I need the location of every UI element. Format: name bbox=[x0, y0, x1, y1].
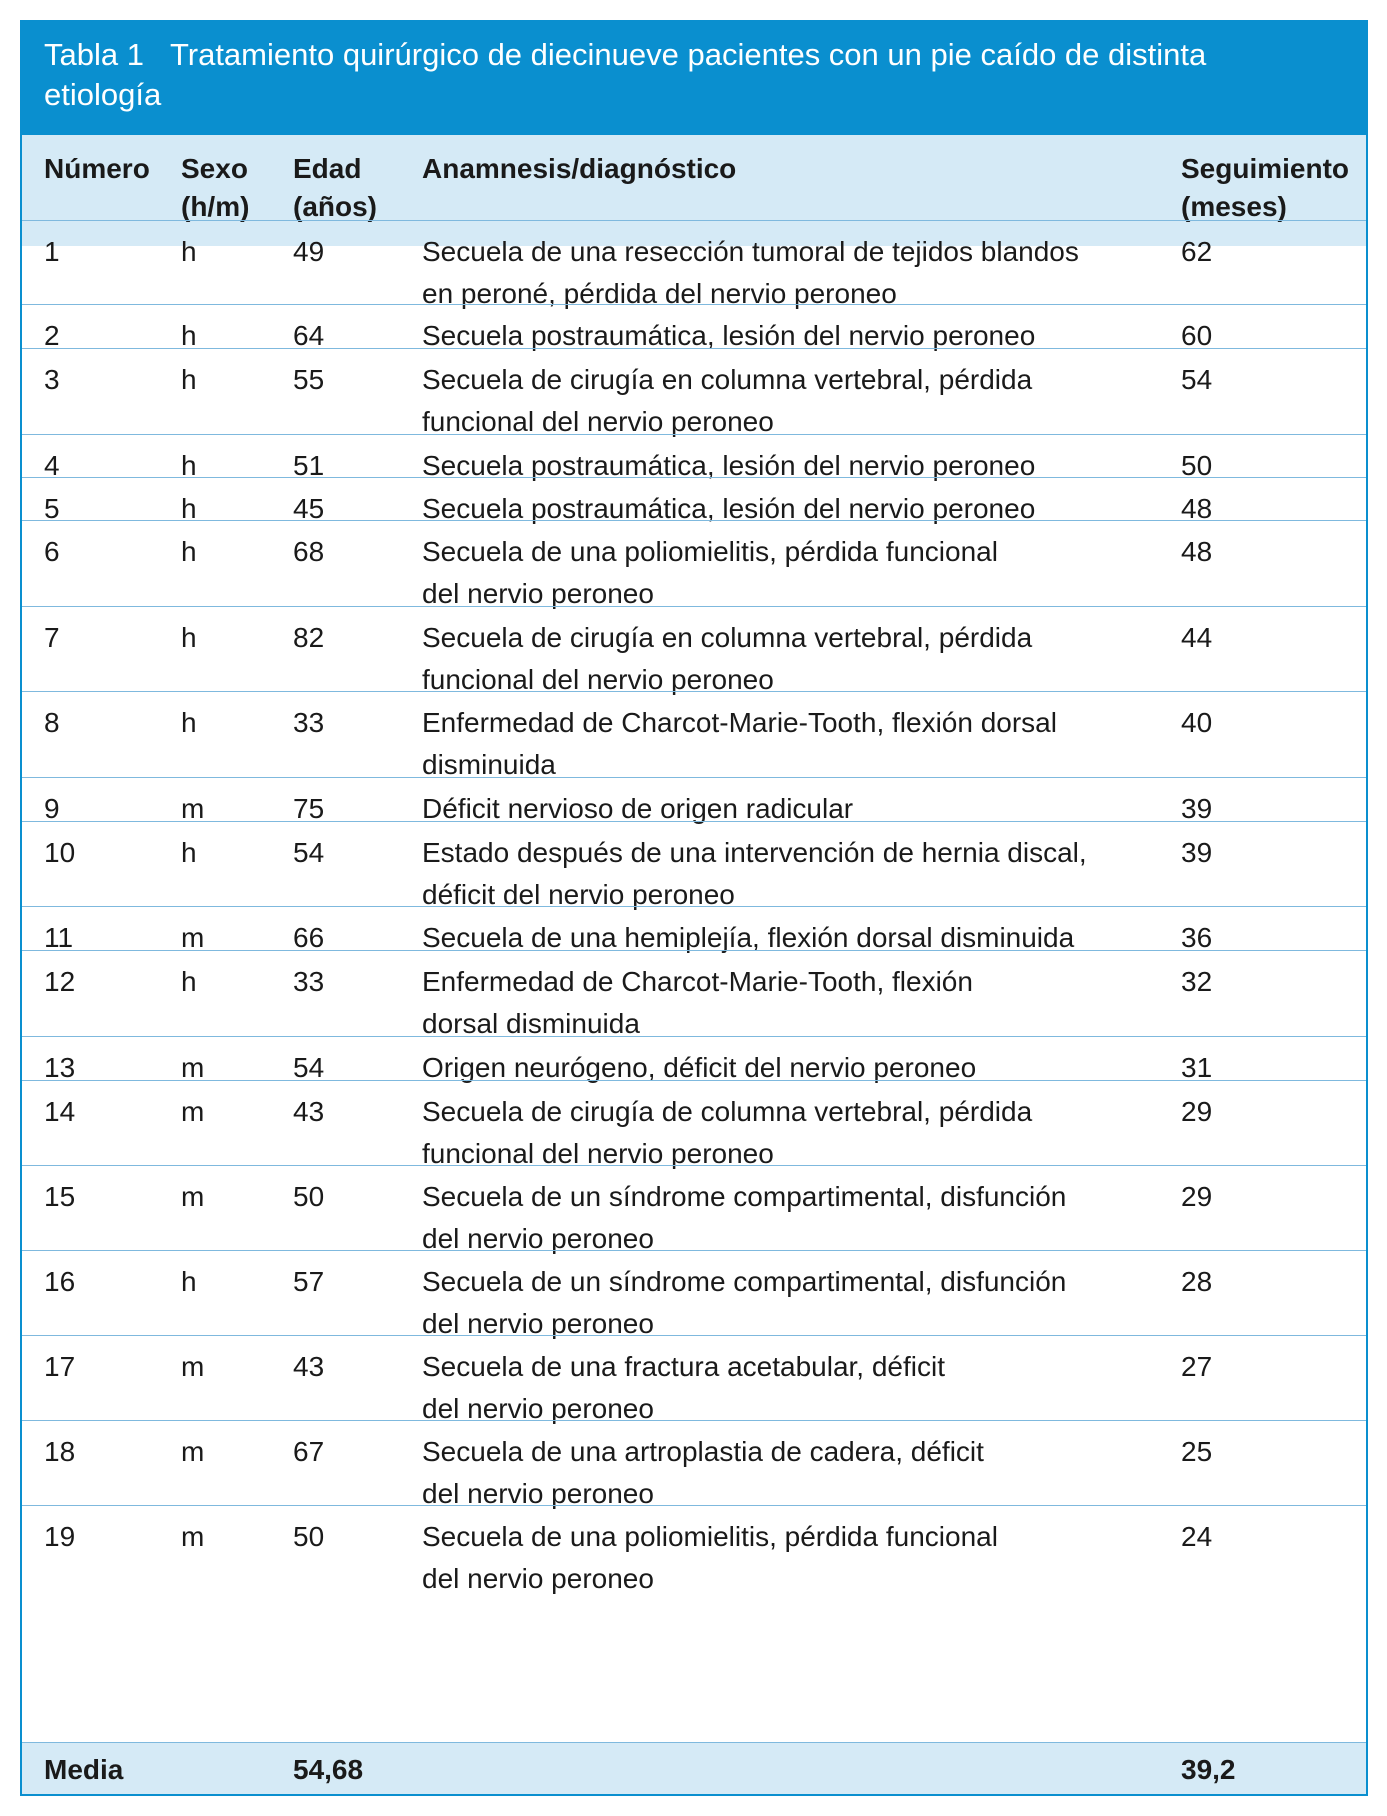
table-row bbox=[22, 520, 1366, 609]
cell-diagnostico bbox=[422, 359, 1122, 443]
cell-sexo: h bbox=[181, 707, 197, 738]
cell-numero: 10 bbox=[44, 837, 76, 868]
cell-seguimiento: 24 bbox=[1181, 1521, 1213, 1552]
cell-numero: 13 bbox=[44, 1052, 76, 1083]
cell-numero: 6 bbox=[44, 536, 60, 567]
cell-seguimiento: 60 bbox=[1181, 320, 1213, 351]
cell-sexo: m bbox=[181, 1181, 205, 1212]
cell-diagnostico bbox=[422, 1346, 1122, 1430]
cell-seguimiento: 50 bbox=[1181, 450, 1213, 481]
diagnostico-line-2: en peroné, pérdida del nervio peroneo bbox=[422, 278, 897, 309]
cell-sexo: h bbox=[181, 320, 197, 351]
cell-numero: 14 bbox=[44, 1096, 76, 1127]
cell-numero: 1 bbox=[44, 236, 60, 267]
cell-sexo: m bbox=[181, 1521, 205, 1552]
diagnostico-line-1: Secuela de cirugía de columna vertebral, pérdida bbox=[422, 1096, 1033, 1127]
table-row bbox=[22, 1080, 1366, 1169]
diagnostico-line-2: déficit del nervio peroneo bbox=[422, 879, 735, 910]
diagnostico-line-1: Origen neurógeno, déficit del nervio peroneo bbox=[422, 1052, 977, 1083]
diagnostico-line-1: Secuela postraumática, lesión del nervio peroneo bbox=[422, 450, 1036, 481]
cell-sexo: h bbox=[181, 837, 197, 868]
diagnostico-line-1: Secuela de una poliomielitis, pérdida funcional bbox=[422, 536, 998, 567]
cell-edad: 82 bbox=[293, 622, 325, 653]
cell-numero: 5 bbox=[44, 493, 60, 524]
cell-edad: 55 bbox=[293, 364, 325, 395]
table-row bbox=[22, 1250, 1366, 1339]
cell-sexo: h bbox=[181, 622, 197, 653]
table-row bbox=[22, 477, 1366, 524]
cell-edad: 64 bbox=[293, 320, 325, 351]
cell-diagnostico bbox=[422, 617, 1122, 701]
table-row bbox=[22, 777, 1366, 824]
cell-sexo: h bbox=[181, 364, 197, 395]
cell-edad: 54 bbox=[293, 837, 325, 868]
cell-seguimiento: 44 bbox=[1181, 622, 1213, 653]
table-row bbox=[22, 1505, 1366, 1594]
cell-sexo: m bbox=[181, 1096, 205, 1127]
table-title-text: Tratamiento quirúrgico de diecinueve pacientes con un pie caído de distinta bbox=[169, 37, 1207, 72]
cell-edad: 54 bbox=[293, 1052, 325, 1083]
cell-edad: 33 bbox=[293, 707, 325, 738]
cell-seguimiento: 25 bbox=[1181, 1436, 1213, 1467]
table-mean-row bbox=[22, 1742, 1366, 1794]
cell-numero: 15 bbox=[44, 1181, 76, 1212]
cell-sexo: h bbox=[181, 236, 197, 267]
cell-diagnostico bbox=[422, 1261, 1122, 1345]
cell-sexo: h bbox=[181, 966, 197, 997]
diagnostico-line-1: Secuela de una hemiplejía, flexión dorsal disminuida bbox=[422, 922, 1075, 953]
cell-edad: 67 bbox=[293, 1436, 325, 1467]
diagnostico-line-1: Secuela de un síndrome compartimental, disfunción bbox=[422, 1266, 1067, 1297]
cell-seguimiento: 62 bbox=[1181, 236, 1213, 267]
table-row bbox=[22, 691, 1366, 780]
cell-numero: 8 bbox=[44, 707, 60, 738]
cell-numero: 7 bbox=[44, 622, 60, 653]
cell-diagnostico bbox=[422, 1176, 1122, 1260]
cell-sexo: m bbox=[181, 1052, 205, 1083]
cell-edad: 45 bbox=[293, 493, 325, 524]
diagnostico-line-2: del nervio peroneo bbox=[422, 1308, 654, 1339]
cell-sexo: m bbox=[181, 793, 205, 824]
diagnostico-line-2: disminuida bbox=[422, 749, 556, 780]
diagnostico-line-1: Secuela de cirugía en columna vertebral, pérdida bbox=[422, 622, 1033, 653]
table-row bbox=[22, 220, 1366, 309]
cell-edad: 43 bbox=[293, 1096, 325, 1127]
cell-seguimiento: 27 bbox=[1181, 1351, 1213, 1382]
cell-edad: 49 bbox=[293, 236, 325, 267]
cell-numero: 12 bbox=[44, 966, 76, 997]
cell-numero: 11 bbox=[44, 922, 74, 953]
diagnostico-line-2: funcional del nervio peroneo bbox=[422, 664, 774, 695]
table-row bbox=[22, 304, 1366, 351]
diagnostico-line-1: Secuela de una poliomielitis, pérdida funcional bbox=[422, 1521, 998, 1552]
cell-edad: 33 bbox=[293, 966, 325, 997]
diagnostico-line-1: Secuela de una artroplastia de cadera, déficit bbox=[422, 1436, 984, 1467]
cell-sexo: m bbox=[181, 1436, 205, 1467]
diagnostico-line-1: Secuela de cirugía en columna vertebral, pérdida bbox=[422, 364, 1033, 395]
cell-edad: 43 bbox=[293, 1351, 325, 1382]
cell-sexo: h bbox=[181, 1266, 197, 1297]
table-title bbox=[22, 22, 1366, 135]
cell-numero: 19 bbox=[44, 1521, 76, 1552]
cell-edad: 50 bbox=[293, 1521, 325, 1552]
cell-numero: 2 bbox=[44, 320, 60, 351]
table-title-line-2: etiología bbox=[44, 77, 162, 112]
diagnostico-line-2: funcional del nervio peroneo bbox=[422, 1138, 774, 1169]
cell-diagnostico bbox=[422, 531, 1122, 615]
table-title-line-1 bbox=[44, 35, 1366, 75]
cell-seguimiento: 36 bbox=[1181, 922, 1213, 953]
cell-edad: 66 bbox=[293, 922, 325, 953]
mean-followup: 39,2 bbox=[1181, 1754, 1236, 1785]
mean-age: 54,68 bbox=[293, 1754, 364, 1785]
table-row bbox=[22, 821, 1366, 910]
diagnostico-line-1: Estado después de una intervención de hernia discal, bbox=[422, 837, 1087, 868]
diagnostico-line-2: del nervio peroneo bbox=[422, 1393, 654, 1424]
diagnostico-line-1: Secuela de una fractura acetabular, déficit bbox=[422, 1351, 946, 1382]
cell-diagnostico bbox=[422, 961, 1122, 1045]
diagnostico-line-1: Enfermedad de Charcot-Marie-Tooth, flexión dorsal bbox=[422, 707, 1057, 738]
diagnostico-line-2: del nervio peroneo bbox=[422, 1478, 654, 1509]
diagnostico-line-2: dorsal disminuida bbox=[422, 1008, 640, 1039]
diagnostico-line-1: Secuela postraumática, lesión del nervio peroneo bbox=[422, 320, 1036, 351]
table-row bbox=[22, 1165, 1366, 1254]
diagnostico-line-2: del nervio peroneo bbox=[422, 578, 654, 609]
cell-sexo: m bbox=[181, 1351, 205, 1382]
cell-edad: 68 bbox=[293, 536, 325, 567]
cell-numero: 18 bbox=[44, 1436, 76, 1467]
cell-sexo: m bbox=[181, 922, 205, 953]
cell-numero: 3 bbox=[44, 364, 60, 395]
cell-seguimiento: 29 bbox=[1181, 1181, 1213, 1212]
diagnostico-line-2: del nervio peroneo bbox=[422, 1563, 654, 1594]
mean-label: Media bbox=[44, 1754, 124, 1785]
header-numero: Número bbox=[44, 153, 150, 184]
cell-seguimiento: 39 bbox=[1181, 837, 1213, 868]
diagnostico-line-2: funcional del nervio peroneo bbox=[422, 406, 774, 437]
table-label: Tabla 1 bbox=[44, 37, 144, 72]
table-row bbox=[22, 906, 1366, 953]
table-row bbox=[22, 1420, 1366, 1509]
cell-seguimiento: 39 bbox=[1181, 793, 1213, 824]
diagnostico-line-2: del nervio peroneo bbox=[422, 1223, 654, 1254]
cell-edad: 75 bbox=[293, 793, 325, 824]
cell-seguimiento: 54 bbox=[1181, 364, 1213, 395]
table-row bbox=[22, 434, 1366, 481]
table-row bbox=[22, 1335, 1366, 1424]
cell-numero: 9 bbox=[44, 793, 60, 824]
header-edad: Edad (años) bbox=[293, 153, 377, 222]
table-row bbox=[22, 348, 1366, 437]
table-row bbox=[22, 606, 1366, 695]
table-row bbox=[22, 950, 1366, 1039]
cell-seguimiento: 28 bbox=[1181, 1266, 1213, 1297]
cell-diagnostico bbox=[422, 1091, 1122, 1175]
cell-seguimiento: 48 bbox=[1181, 536, 1213, 567]
cell-seguimiento: 31 bbox=[1181, 1052, 1213, 1083]
cell-diagnostico bbox=[422, 1431, 1122, 1515]
cell-sexo: h bbox=[181, 450, 197, 481]
table-row bbox=[22, 1036, 1366, 1083]
cell-edad: 50 bbox=[293, 1181, 325, 1212]
cell-numero: 17 bbox=[44, 1351, 76, 1382]
cell-sexo: h bbox=[181, 493, 197, 524]
cell-seguimiento: 29 bbox=[1181, 1096, 1213, 1127]
diagnostico-line-1: Secuela postraumática, lesión del nervio peroneo bbox=[422, 493, 1036, 524]
cell-seguimiento: 32 bbox=[1181, 966, 1213, 997]
cell-numero: 4 bbox=[44, 450, 60, 481]
diagnostico-line-1: Enfermedad de Charcot-Marie-Tooth, flexión bbox=[422, 966, 973, 997]
cell-diagnostico bbox=[422, 1516, 1122, 1600]
diagnostico-line-1: Secuela de un síndrome compartimental, disfunción bbox=[422, 1181, 1067, 1212]
header-diagnostico: Anamnesis/diagnóstico bbox=[422, 153, 737, 184]
cell-diagnostico bbox=[422, 231, 1122, 315]
diagnostico-line-1: Déficit nervioso de origen radicular bbox=[422, 793, 854, 824]
cell-numero: 16 bbox=[44, 1266, 76, 1297]
cell-sexo: h bbox=[181, 536, 197, 567]
cell-edad: 51 bbox=[293, 450, 325, 481]
header-seguimiento: Seguimiento (meses) bbox=[1181, 153, 1350, 222]
cell-seguimiento: 40 bbox=[1181, 707, 1213, 738]
diagnostico-line-1: Secuela de una resección tumoral de tejidos blandos bbox=[422, 236, 1079, 267]
cell-diagnostico bbox=[422, 702, 1122, 786]
header-sexo: Sexo (h/m) bbox=[181, 153, 250, 222]
cell-seguimiento: 48 bbox=[1181, 493, 1213, 524]
cell-diagnostico bbox=[422, 832, 1122, 916]
cell-edad: 57 bbox=[293, 1266, 325, 1297]
table-frame bbox=[20, 20, 1368, 1796]
